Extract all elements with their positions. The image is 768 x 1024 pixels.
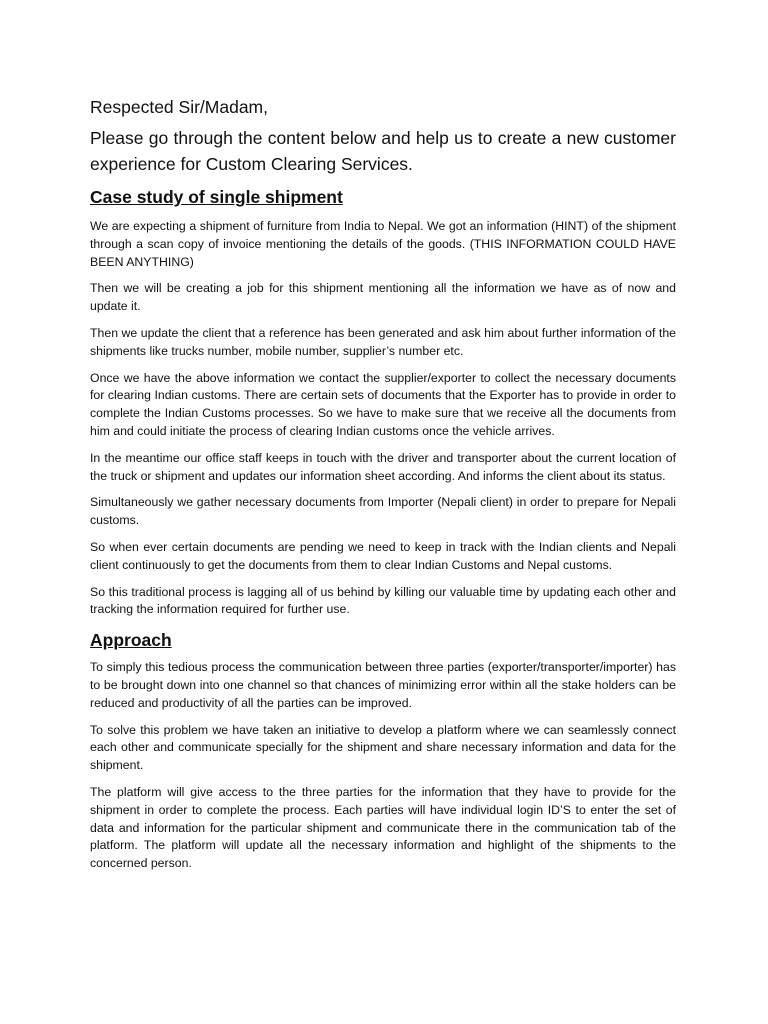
document-body <box>90 95 676 882</box>
salutation: Respected Sir/Madam, <box>90 97 268 117</box>
case-study-paragraph-8: So this traditional process is lagging all of us behind by killing our valuable time by updating each other and tracking the information required for further use. <box>90 584 676 617</box>
approach-heading: Approach <box>90 630 172 651</box>
approach-paragraph-1: To simply this tedious process the communication between three parties (exporter/transporter/importer) has to be brought down into one channel so that chances of minimizing error within all the stake holders can be reduced and productivity of all the parties can be improved. <box>90 660 676 710</box>
case-study-paragraph-3: Then we update the client that a reference has been generated and ask him about further information of the shipments like trucks number, mobile number, supplier’s number etc. <box>90 325 676 358</box>
case-study-paragraph-6: Simultaneously we gather necessary documents from Importer (Nepali client) in order to prepare for Nepali customs. <box>90 495 676 528</box>
intro-paragraph: Please go through the content below and help us to create a new customer experience for Custom Clearing Services. <box>90 128 676 174</box>
approach-paragraph-3: The platform will give access to the three parties for the information that they have to provide for the shipment in order to complete the process. Each parties will have individual login ID’S to enter the set of data and information for the particular shipment and communicate there in the communication tab of the platform. The platform will update all the necessary information and highlight of the shipments to the concerned person. <box>90 784 676 871</box>
case-study-paragraph-4: Once we have the above information we contact the supplier/exporter to collect the necessary documents for clearing Indian customs. There are certain sets of documents that the Exporter has to provide in order to complete the Indian Customs processes. So we have to make sure that we receive all the documents from him and could initiate the process of clearing Indian customs once the vehicle arrives. <box>90 370 676 438</box>
case-study-paragraph-5: In the meantime our office staff keeps in touch with the driver and transporter about the current location of the truck or shipment and updates our information sheet according. And informs the client about its status. <box>90 450 676 483</box>
case-study-paragraph-2: Then we will be creating a job for this shipment mentioning all the information we have as of now and update it. <box>90 281 676 314</box>
case-study-paragraph-7: So when ever certain documents are pending we need to keep in track with the Indian clients and Nepali client continuously to get the documents from them to clear Indian Customs and Nepal customs. <box>90 539 676 572</box>
case-study-heading: Case study of single shipment <box>90 187 343 207</box>
approach-paragraph-2: To solve this problem we have taken an initiative to develop a platform where we can seamlessly connect each other and communicate specially for the shipment and share necessary information and data for the shipment. <box>90 722 676 773</box>
case-study-paragraph-1: We are expecting a shipment of furniture from India to Nepal. We got an information (HINT) of the shipment through a scan copy of invoice mentioning the details of the goods. (THIS INFORMATION COULD HAVE BEEN ANYTHING) <box>90 219 676 269</box>
